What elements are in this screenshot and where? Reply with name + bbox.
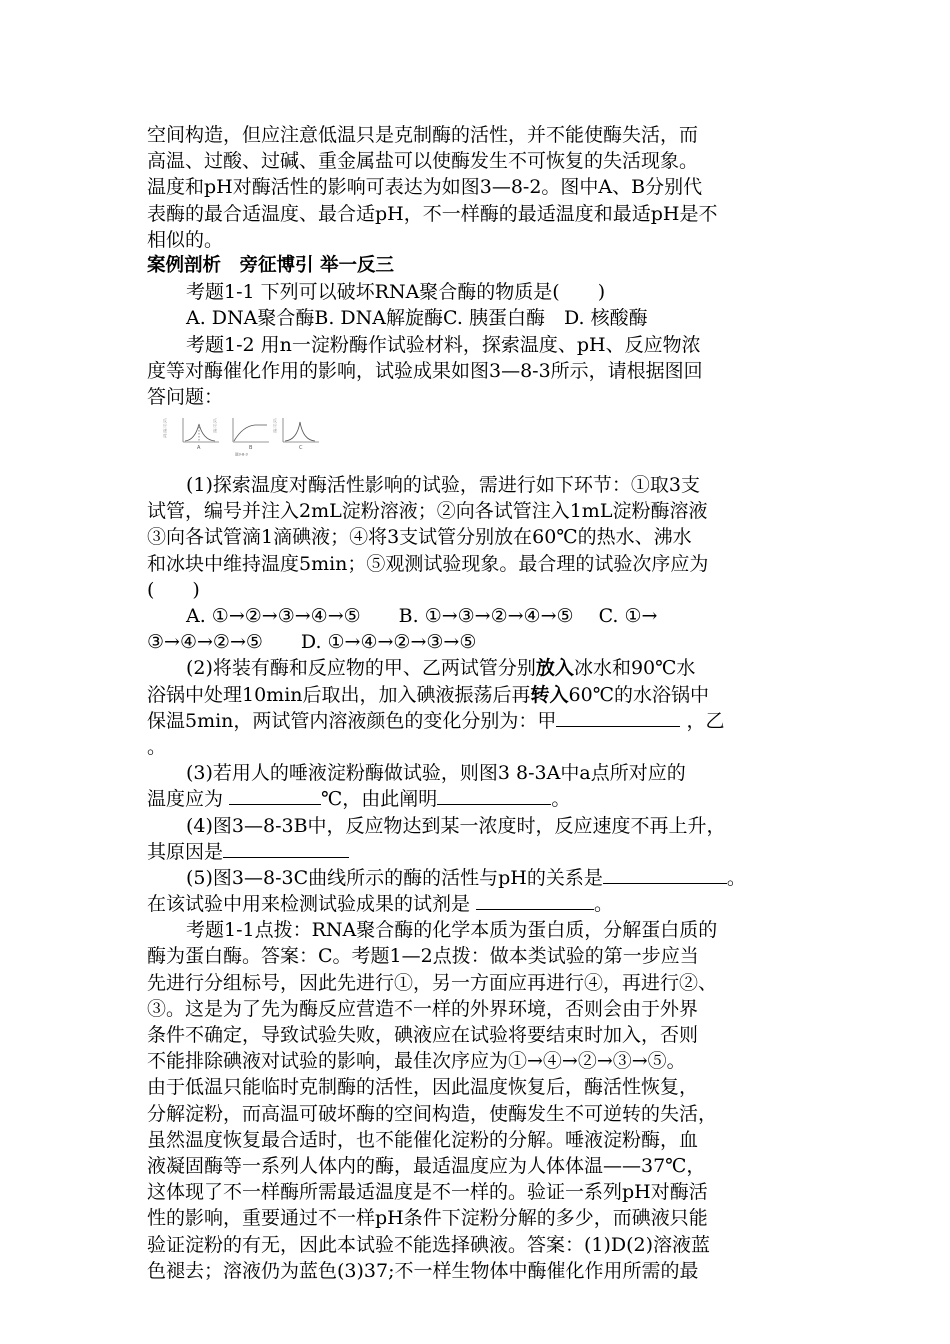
text-line: 度等对酶催化作用的影响，试验成果如图3—8-3所示，请根据图回 [147, 359, 703, 382]
svg-text:应: 应 [213, 423, 217, 429]
figure-label-a: A [197, 445, 201, 452]
text-line: ③。这是为了先为酶反应营造不一样的外界环境，否则会由于外界 [147, 997, 699, 1020]
figure-label-c: C [299, 445, 303, 452]
subquestion-1 [147, 472, 811, 655]
text-line: 条件不确定，导致试验失败，碘液应在试验将要结束时加入，否则 [147, 1024, 699, 1046]
text-line: 先进行分组标号，因此先进行①，另一方面应再进行④，再进行②、 [147, 971, 718, 994]
text-line: (1)探索温度对酶活性影响的试验，需进行如下环节：①取3支 [186, 474, 701, 497]
text-line: 液凝固酶等一系列人体内的酶，最适温度应为人体体温——37℃， [147, 1154, 706, 1177]
text-line: 。 [147, 735, 167, 758]
answer-blank[interactable] [437, 786, 551, 805]
emphasis-text: 放入 [535, 657, 574, 680]
text-line: 浴锅中处理10min后取出，加入碘液振荡后再转入60℃的水浴锅中 [147, 683, 709, 706]
text-line: 不能排除碘液对试验的影响，最佳次序应为①→④→②→③→⑤。 [147, 1050, 686, 1073]
section-heading: 案例剖析 旁征博引 举一反三 [147, 254, 394, 276]
text-line: (3)若用人的唾液淀粉酶做试验，则图3 8-3A中a点所对应的 [186, 762, 686, 785]
text-line: 酶为蛋白酶。答案：C。考题1—2点拨：做本类试验的第一步应当 [147, 945, 699, 968]
figure-axis-text: 反 [163, 418, 167, 424]
text-line: 相似的。 [147, 228, 224, 251]
svg-text:反: 反 [213, 418, 217, 424]
text-line: 表酶的最合适温度、最合适pH，不一样酶的最适温度和最适pH是不 [147, 202, 718, 225]
text-line: 温度应为 ℃，由此阐明 。 [147, 788, 571, 811]
subquestion-5 [147, 865, 811, 917]
text-line: ( ) [147, 578, 200, 601]
subquestion-3 [147, 760, 811, 812]
answer-explanation [147, 917, 811, 1284]
subquestion-1-options: A. ①→②→③→④→⑤ B. ①→③→②→④→⑤ C. ①→ [186, 605, 658, 627]
text-line: 色褪去；溶液仍为蓝色(3)37;不一样生物体中酶催化作用所需的最 [147, 1259, 699, 1282]
text-line: (5)图3—8-3C曲线所示的酶的活性与pH的关系是 。 [186, 866, 746, 889]
figure-graphs [161, 414, 331, 456]
text-line: 考题1-1点拨：RNA聚合酶的化学本质为蛋白质，分解蛋白质的 [186, 919, 718, 942]
svg-text:应: 应 [163, 423, 167, 429]
svg-text:速: 速 [163, 428, 167, 434]
text-line: 性的影响，重要通过不一样pH条件下淀粉分解的多少，而碘液只能 [147, 1207, 708, 1230]
svg-text:应: 应 [273, 423, 277, 429]
text-line: 这体现了不一样酶所需最适温度是不一样的。验证一系列pH对酶活 [147, 1181, 708, 1204]
svg-text:速: 速 [273, 428, 277, 434]
subquestion-2 [147, 655, 811, 760]
text-line: (4)图3—8-3B中，反应物达到某一浓度时，反应速度不再上升， [186, 814, 726, 837]
text-line: 保温5min，两试管内溶液颜色的变化分别为：甲 ，乙 [147, 709, 725, 732]
text-line: 高温、过酸、过碱、重金属盐可以使酶发生不可恢复的失活现象。 [147, 150, 699, 173]
answer-blank[interactable] [476, 891, 594, 910]
text-line: ③向各试管滴1滴碘液；④将3支试管分别放在60℃的热水、沸水 [147, 526, 692, 549]
intro-paragraph [147, 122, 811, 253]
text-line: 在该试验中用来检测试验成果的试剂是 。 [147, 893, 614, 916]
text-line: 答问题： [147, 385, 224, 408]
svg-text:度: 度 [163, 433, 167, 439]
svg-text:反: 反 [273, 418, 277, 424]
question-1-2-stem [147, 332, 811, 411]
answer-blank[interactable] [556, 708, 680, 727]
figure-caption: 图3-8-3 [235, 452, 248, 457]
figure-label-b: B [249, 445, 253, 452]
text-line: 验证淀粉的有无，因此本试验不能选择碘液。答案：(1)D(2)溶液蓝 [147, 1233, 711, 1256]
svg-text:速: 速 [213, 428, 217, 434]
text-line: 分解淀粉，而高温可破坏酶的空间构造，使酶发生不可逆转的失活， [147, 1102, 718, 1125]
question-1-1-stem: 考题1-1 下列可以破坏RNA聚合酶的物质是( ) [186, 281, 606, 304]
text-line: 由于低温只能临时克制酶的活性，因此温度恢复后，酶活性恢复， [147, 1076, 699, 1099]
answer-blank[interactable] [229, 786, 321, 805]
answer-blank[interactable] [223, 839, 349, 858]
text-line: 温度和pH对酶活性的影响可表达为如图3—8-2。图中A、B分别代 [147, 176, 703, 199]
text-line: 考题1-2 用n一淀粉酶作试验材料，探索温度、pH、反应物浓 [186, 333, 701, 356]
text-line: 空间构造，但应注意低温只是克制酶的活性，并不能使酶失活，而 [147, 124, 699, 146]
subquestion-1-options-cont: ③→④→②→⑤ D. ①→④→②→③→⑤ [147, 631, 477, 654]
question-1-1-options: A. DNA聚合酶B. DNA解旋酶C. 胰蛋白酶 D. 核酸酶 [186, 307, 648, 330]
answer-blank[interactable] [603, 865, 727, 884]
text-line: 其原因是 [147, 839, 811, 865]
text-line: 虽然温度恢复最合适时，也不能催化淀粉的分解。唾液淀粉酶，血 [147, 1128, 699, 1151]
subquestion-4 [147, 813, 811, 865]
document-body [147, 122, 811, 1284]
text-line: 试管，编号并注入2mL淀粉溶液；②向各试管注入1mL淀粉酶溶液 [147, 500, 708, 523]
text-line: 和冰块中维持温度5min；⑤观测试验现象。最合理的试验次序应为 [147, 552, 709, 575]
text-line: (2)将装有酶和反应物的甲、乙两试管分别放入冰水和90℃水 [186, 657, 696, 680]
emphasis-text: 转入 [530, 683, 569, 706]
figure-3-8-3 [161, 414, 811, 456]
